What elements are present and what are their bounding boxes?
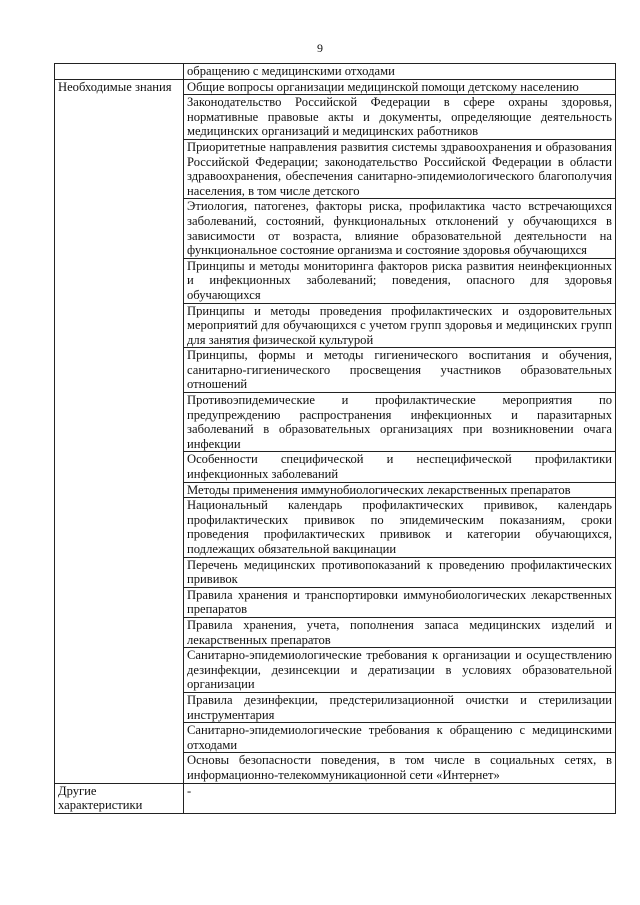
requirement-cell: Перечень медицинских противопоказаний к проведению профилактических прививок (184, 557, 616, 587)
requirement-cell: Этиология, патогенез, факторы риска, профилактика часто встречающихся заболеваний, состояний, функциональных отклонений у обучающихся в зависимости от возраста, влияние образовательной деятельности на функциональное состояние организма и состояние здоровья обучающихся (184, 199, 616, 258)
requirement-cell: Противоэпидемические и профилактические мероприятия по предупреждению распространения инфекционных и паразитарных заболеваний в образовательных организациях при возникновении очага инфекции (184, 393, 616, 452)
requirement-cell: Санитарно-эпидемиологические требования к обращению с медицинскими отходами (184, 723, 616, 753)
requirement-cell: Национальный календарь профилактических прививок, календарь профилактических прививок по эпидемическим показаниям, сроки проведения профилактических прививок и категории обучающихся, подлежащих обязательной вакцинации (184, 498, 616, 557)
requirement-cell: - (184, 783, 616, 813)
requirement-cell: Методы применения иммунобиологических лекарственных препаратов (184, 482, 616, 498)
requirement-cell: Правила хранения, учета, пополнения запаса медицинских изделий и лекарственных препаратов (184, 617, 616, 647)
section-label: Другие характеристики (55, 783, 184, 813)
table-row (55, 64, 616, 80)
section-label: Необходимые знания (55, 79, 184, 783)
requirement-cell: Особенности специфической и неспецифической профилактики инфекционных заболеваний (184, 452, 616, 482)
requirement-cell: Санитарно-эпидемиологические требования к организации и осуществлению дезинфекции, дезинсекции и дератизации в условиях образовательной организации (184, 648, 616, 693)
requirement-cell: Приоритетные направления развития системы здравоохранения и образования Российской Федерации; законодательство Российской Федерации в области здравоохранения, обеспечения санитарно-эпидемиологического благополучия населения, в том числе детского (184, 139, 616, 198)
table-row (55, 783, 616, 813)
requirement-cell: Принципы и методы мониторинга факторов риска развития неинфекционных и инфекционных заболеваний; поведения, опасного для здоровья обучающихся (184, 258, 616, 303)
requirement-cell: Принципы, формы и методы гигиенического воспитания и обучения, санитарно-гигиенического просвещения участников образовательных отношений (184, 348, 616, 393)
continuation-cell: обращению с медицинскими отходами (184, 64, 616, 80)
requirement-cell: Основы безопасности поведения, в том числе в социальных сетях, в информационно-телекоммуникационной сети «Интернет» (184, 753, 616, 783)
requirement-cell: Правила дезинфекции, предстерилизационной очистки и стерилизации инструментария (184, 692, 616, 722)
row-label-empty (55, 64, 184, 80)
requirement-cell: Правила хранения и транспортировки иммунобиологических лекарственных препаратов (184, 587, 616, 617)
requirement-cell: Принципы и методы проведения профилактических и оздоровительных мероприятий для обучающихся с учетом групп здоровья и медицинских групп для занятия физической культурой (184, 303, 616, 348)
table-row (55, 79, 616, 95)
requirement-cell: Общие вопросы организации медицинской помощи детскому населению (184, 79, 616, 95)
requirements-table (54, 63, 616, 814)
requirement-cell: Законодательство Российской Федерации в сфере охраны здоровья, нормативные правовые акты и документы, определяющие деятельность медицинских организаций и медицинских работников (184, 95, 616, 140)
page-number: 9 (317, 41, 323, 55)
